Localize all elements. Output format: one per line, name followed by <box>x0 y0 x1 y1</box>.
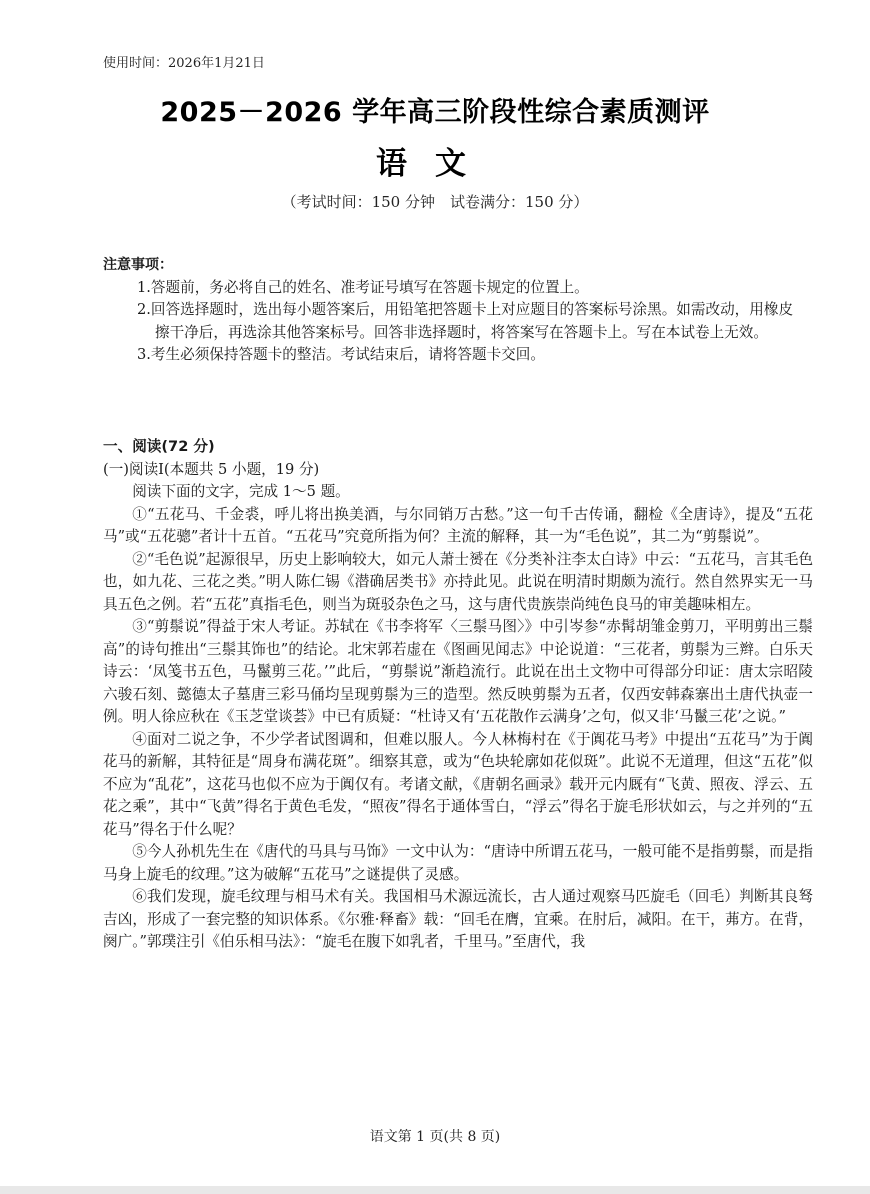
scan-edge <box>0 1186 870 1194</box>
passage-paragraph: ③“剪鬃说”得益于宋人考证。苏轼在《书李将军〈三鬃马图〉》中引岑参“赤髯胡雏金剪刀，平明剪出三鬃高”的诗句推出“三鬃其饰也”的结论。北宋郭若虚在《图画见闻志》中论说道：“三花者，剪鬃为三辫。白乐天诗云：‘凤笺书五色，马鬣剪三花。’”此后，“剪鬃说”渐趋流行。此说在出土文物中可得部分印证：唐太宗昭陵六骏石刻、懿德太子墓唐三彩马俑均呈现剪鬃为三的造型。然反映剪鬃为五者，仅西安韩森寨出土唐代执壶一例。明人徐应秋在《玉芝堂谈荟》中已有质疑：“杜诗又有‘五花散作云满身’之句，似又非‘马鬣三花’之说。” <box>103 618 813 725</box>
exam-title: 2025－2026 学年高三阶段性综合素质测评 <box>160 97 710 128</box>
section-subheading: (一)阅读Ⅰ(本题共 5 小题，19 分) <box>103 460 320 478</box>
section-heading: 一、阅读(72 分) <box>103 438 215 455</box>
passage-paragraph: ④面对二说之争，不少学者试图调和，但难以服人。今人林梅村在《于阗花马考》中提出“五花马”为于阗花马的新解，其特征是“周身布满花斑”。细察其意，或为“色块轮廓如花似斑”。此说不无道理，但这“五花”似不应为“乱花”，这花马也似不应为于阗仅有。考诸文献，《唐朝名画录》载开元内厩有“飞黄、照夜、浮云、五花之乘”，其中“飞黄”得名于黄色毛发，“照夜”得名于通体雪白，“浮云”得名于旋毛形状如云，与之并列的“五花马”得名于什么呢？ <box>103 730 813 838</box>
notice-item: 3.考生必须保持答题卡的整洁。考试结束后，请将答题卡交回。 <box>137 346 545 363</box>
section-instruction: 阅读下面的文字，完成 1～5 题。 <box>132 483 350 500</box>
passage-paragraph: ①“五花马、千金裘，呼儿将出换美酒，与尔同销万古愁。”这一句千古传诵，翻检《全唐诗》，提及“五花马”或“五花骢”者计十五首。“五花马”究竟所指为何？主流的解释，其一为“毛色说”，其二为“剪鬃说”。 <box>103 505 813 545</box>
notice-heading: 注意事项： <box>103 257 173 273</box>
passage-paragraph: ⑥我们发现，旋毛纹理与相马术有关。我国相马术源远流长，古人通过观察马匹旋毛（回毛）判断其良驽吉凶，形成了一套完整的知识体系。《尔雅·释畜》载：“回毛在膺，宜乘。在肘后，减阳。在干，茀方。在背，阕广。”郭璞注引《伯乐相马法》：“旋毛在腹下如乳者，千里马。”至唐代，我 <box>103 888 813 950</box>
notice-item: 2.回答选择题时，选出每小题答案后，用铅笔把答题卡上对应题目的答案标号涂黑。如需改动，用橡皮擦干净后，再选涂其他答案标号。回答非选择题时，将答案写在答题卡上。写在本试卷上无效。 <box>137 301 794 341</box>
passage-paragraph: ⑤今人孙机先生在《唐代的马具与马饰》一文中认为：“唐诗中所谓五花马，一般可能不是指剪鬃，而是指马身上旋毛的纹理。”这为破解“五花马”之谜提供了灵感。 <box>103 843 813 883</box>
exam-info: （考试时间：150 分钟 试卷满分：150 分） <box>281 193 589 211</box>
notice-block <box>103 254 803 367</box>
notice-item: 1.答题前，务必将自己的姓名、准考证号填写在答题卡规定的位置上。 <box>137 278 589 296</box>
subject-title: 语文 <box>376 146 494 182</box>
page-footer: 语文第 1 页(共 8 页) <box>369 1129 501 1145</box>
passage-paragraph: ②“毛色说”起源很早，历史上影响较大，如元人萧士赟在《分类补注李太白诗》中云：“五花马，言其毛色也，如九花、三花之类。”明人陈仁锡《潜确居类书》亦持此见。此说在明清时期颇为流行。然自然界实无一马具五色之例。若“五花”真指毛色，则当为斑驳杂色之马，这与唐代贵族崇尚纯色良马的审美趣味相左。 <box>103 550 813 613</box>
reading-section <box>103 436 813 954</box>
usage-date: 使用时间：2026年1月21日 <box>103 56 265 71</box>
